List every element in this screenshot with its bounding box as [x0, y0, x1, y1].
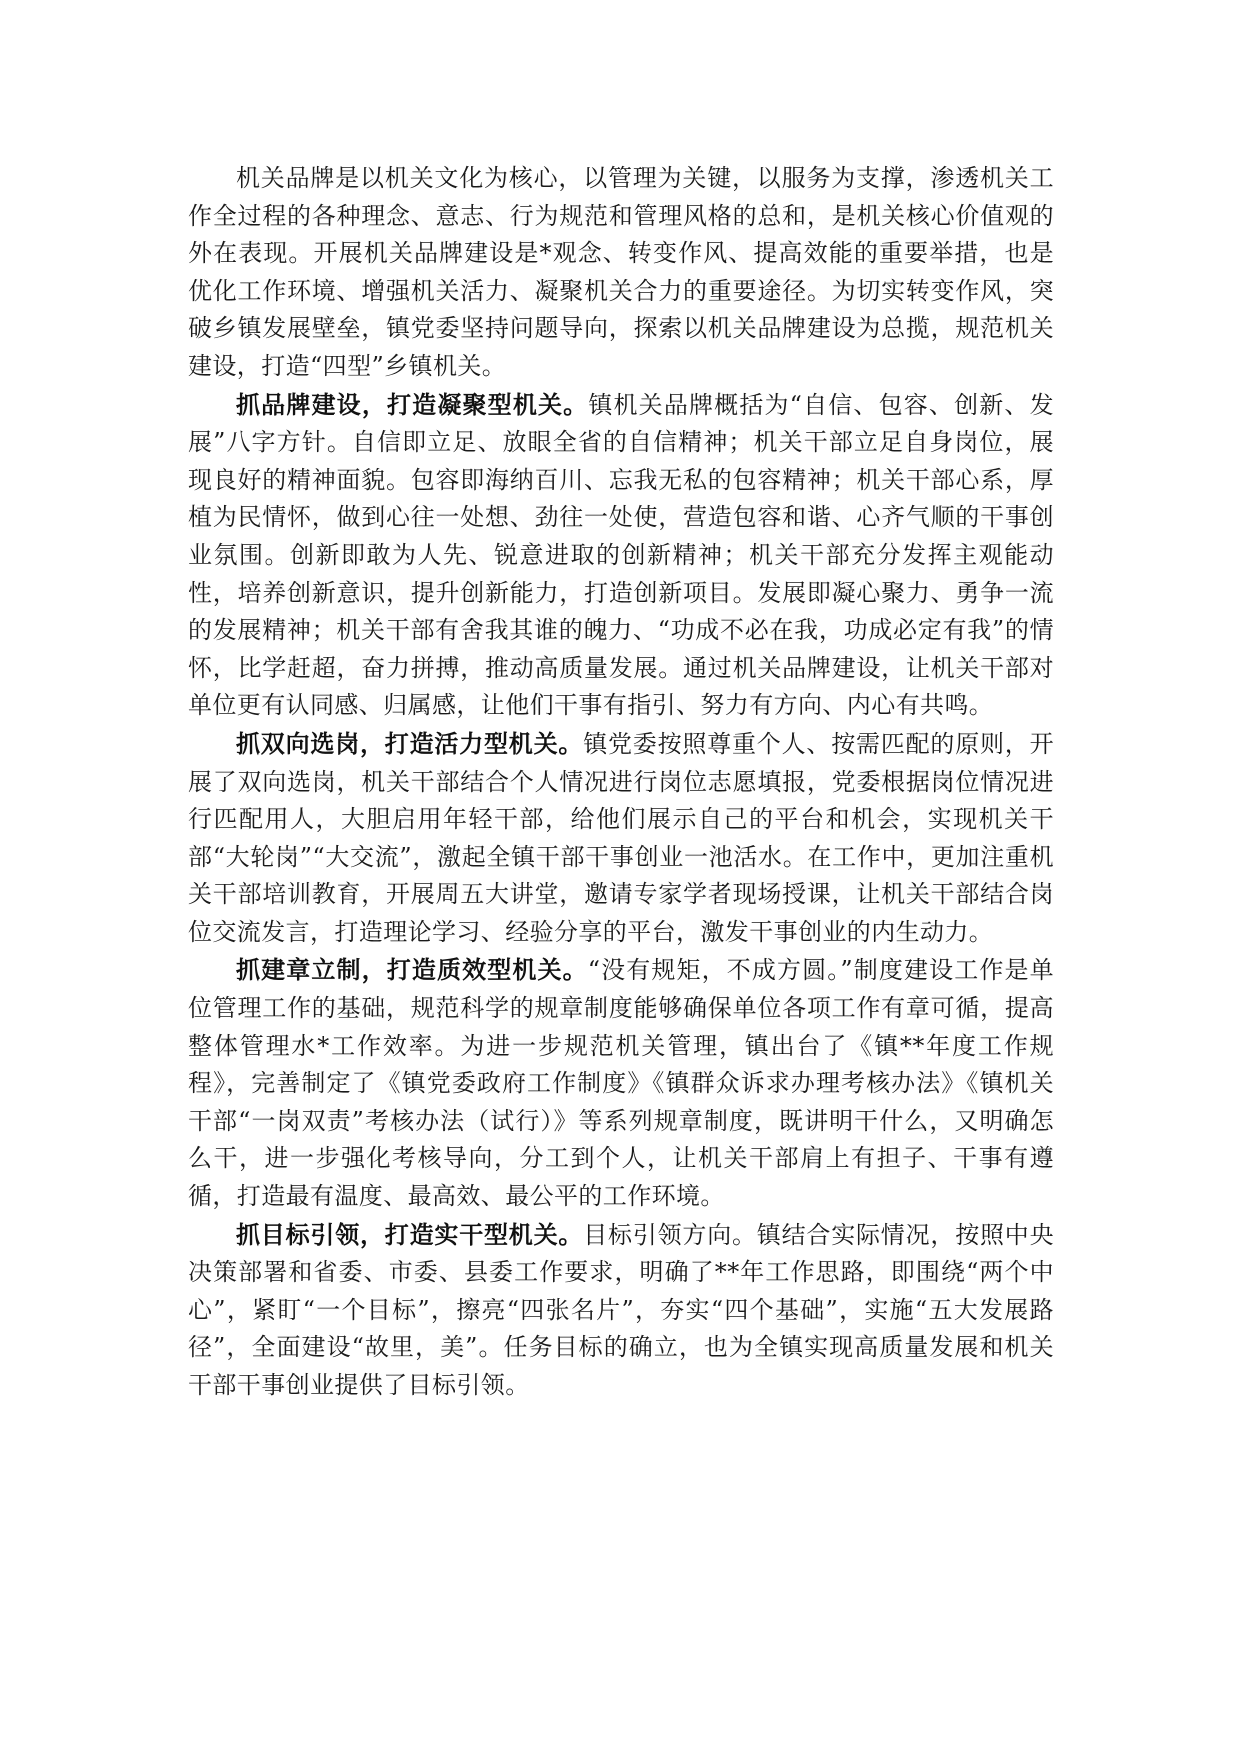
paragraph-intro — [188, 160, 1054, 386]
paragraph-text: 镇党委按照尊重个人、按需匹配的原则，开展了双向选岗，机关干部结合个人情况进行岗位志愿填报，党委根据岗位情况进行匹配用人，大胆启用年轻干部，给他们展示自己的平台和机会，实现机关干部“大轮岗”“大交流”，激起全镇干部干事创业一池活水。在工作中，更加注重机关干部培训教育，开展周五大讲堂，邀请专家学者现场授课，让机关干部结合岗位交流发言，打造理论学习、经验分享的平台，激发干事创业的内生动力。 — [188, 729, 1054, 946]
paragraph-text: “没有规矩，不成方圆。”制度建设工作是单位管理工作的基础，规范科学的规章制度能够确保单位各项工作有章可循，提高整体管理水*工作效率。为进一步规范机关管理，镇出台了《镇**年度工作规程》，完善制定了《镇党委政府工作制度》《镇群众诉求办理考核办法》《镇机关干部“一岗双责”考核办法（试行）》等系列规章制度，既讲明干什么，又明确怎么干，进一步强化考核导向，分工到个人，让机关干部肩上有担子、干事有遵循，打造最有温度、最高效、最公平的工作环境。 — [188, 956, 1054, 1211]
paragraph-goal-guidance — [188, 1216, 1054, 1405]
paragraph-brand-building — [188, 386, 1054, 725]
paragraph-text: 目标引领方向。镇结合实际情况，按照中央决策部署和省委、市委、县委工作要求，明确了**年工作思路，即围绕“两个中心”，紧盯“一个目标”，擦亮“四张名片”，夯实“四个基础”，实施“五大发展路径”，全面建设“故里，美”。任务目标的确立，也为全镇实现高质量发展和机关干部干事创业提供了目标引领。 — [188, 1220, 1054, 1399]
paragraph-text: 机关品牌是以机关文化为核心，以管理为关键，以服务为支撑，渗透机关工作全过程的各种理念、意志、行为规范和管理风格的总和，是机关核心价值观的外在表现。开展机关品牌建设是*观念、转变作风、提高效能的重要举措，也是优化工作环境、增强机关活力、凝聚机关合力的重要途径。为切实转变作风，突破乡镇发展壁垒，镇党委坚持问题导向，探索以机关品牌建设为总揽，规范机关建设，打造“四型”乡镇机关。 — [188, 164, 1054, 380]
paragraph-job-selection — [188, 725, 1054, 952]
paragraph-heading: 抓双向选岗，打造活力型机关。 — [236, 728, 584, 758]
paragraph-heading: 抓建章立制，打造质效型机关。 — [236, 955, 588, 985]
document-body — [188, 160, 1054, 1405]
paragraph-text: 镇机关品牌概括为“自信、包容、创新、发展”八字方针。自信即立足、放眼全省的自信精神；机关干部立足自身岗位，展现良好的精神面貌。包容即海纳百川、忘我无私的包容精神；机关干部心系，厚植为民情怀，做到心往一处想、劲往一处使，营造包容和谐、心齐气顺的干事创业氛围。创新即敢为人先、锐意进取的创新精神；机关干部充分发挥主观能动性，培养创新意识，提升创新能力，打造创新项目。发展即凝心聚力、勇争一流的发展精神；机关干部有舍我其谁的魄力、“功成不必在我，功成必定有我”的情怀，比学赶超，奋力拼搏，推动高质量发展。通过机关品牌建设，让机关干部对单位更有认同感、归属感，让他们干事有指引、努力有方向、内心有共鸣。 — [188, 390, 1054, 720]
paragraph-heading: 抓品牌建设，打造凝聚型机关。 — [236, 389, 589, 419]
paragraph-regulations — [188, 951, 1054, 1215]
paragraph-heading: 抓目标引领，打造实干型机关。 — [236, 1219, 584, 1249]
